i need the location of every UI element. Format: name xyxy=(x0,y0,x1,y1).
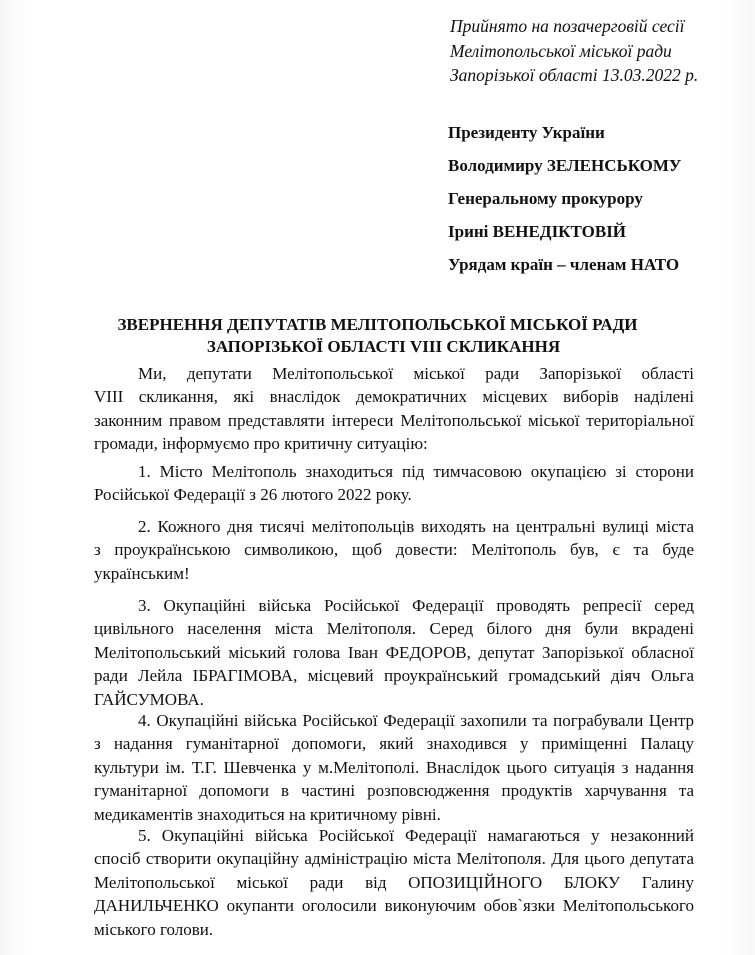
paragraph-line: гуманітарної допомоги в частині розповсюдження продуктів харчування та xyxy=(94,781,694,801)
paragraph-line: спосіб створити окупаційну адміністрацію міста Мелітополя. Для цього депутата xyxy=(94,849,694,869)
paragraph-line: громади, інформуємо про критичну ситуацію: xyxy=(94,434,428,454)
paragraph-line: медикаментів знаходиться на критичному рівні. xyxy=(94,804,441,824)
paragraph-line: культури ім. Т.Г. Шевченка у м.Мелітополі. Внаслідок цього ситуація з надання xyxy=(94,757,694,777)
paragraph-item-1 xyxy=(94,460,694,507)
paragraph-line: міського голови. xyxy=(94,919,214,939)
document-title-line: ЗВЕРНЕННЯ ДЕПУТАТІВ МЕЛІТОПОЛЬСЬКОЇ МІСЬКОЇ РАДИ xyxy=(117,315,638,334)
paragraph-intro xyxy=(94,362,694,456)
paragraph-line: ради Лейла ІБРАГІМОВА, місцевий проукраїнський громадський діяч Ольга xyxy=(94,666,694,686)
adoption-note-line: Запорізької області 13.03.2022 р. xyxy=(450,65,699,85)
paragraph-item-4 xyxy=(94,709,694,826)
adoption-note xyxy=(450,14,698,88)
adoption-note-line: Мелітопольської міської ради xyxy=(450,40,672,61)
paragraph-line: цивільного населення міста Мелітополя. Серед білого дня були вкрадені xyxy=(94,619,694,639)
paragraph-line: українським! xyxy=(94,563,190,583)
addressee-line: Президенту України xyxy=(448,123,605,142)
document-title-line: ЗАПОРІЗЬКОЇ ОБЛАСТІ VIII СКЛИКАННЯ xyxy=(206,337,561,356)
paragraph-line: Російської Федерації з 26 лютого 2022 року. xyxy=(94,485,412,505)
paragraph-line: 2. Кожного дня тисячі мелітопольців виходять на центральні вулиці міста xyxy=(138,517,694,536)
addressee-line: Ірині ВЕНЕДІКТОВІЙ xyxy=(448,222,627,241)
addressee-line: Генеральному прокурору xyxy=(448,189,643,208)
paragraph-line: з надання гуманітарної допомоги, який знаходився у приміщенні Палацу xyxy=(94,734,694,754)
paragraph-line: законним правом представляти інтереси Мелітопольської міської територіальної xyxy=(94,410,694,430)
paragraph-line: 4. Окупаційні війська Російської Федерації захопили та пограбували Центр xyxy=(138,711,694,730)
paragraph-line: 5. Окупаційні війська Російської Федерації намагаються у незаконний xyxy=(138,826,694,845)
paragraph-line: 3. Окупаційні війська Російської Федерації проводять репресії серед xyxy=(138,596,694,615)
paragraph-line: Мелітопольської міської ради від ОПОЗИЦІЙНОГО БЛОКУ Галину xyxy=(94,872,694,892)
paragraph-line: ДАНИЛЬЧЕНКО окупанти оголосили виконуючим обов`язки Мелітопольського xyxy=(94,896,694,916)
paragraph-line: ГАЙСУМОВА. xyxy=(94,689,204,709)
paragraph-item-2 xyxy=(94,515,694,585)
paragraph-line: 1. Місто Мелітополь знаходиться під тимчасовою окупацією зі сторони xyxy=(138,462,694,481)
addressee-line: Володимиру ЗЕЛЕНСЬКОМУ xyxy=(448,156,682,175)
paragraph-line: Ми, депутати Мелітопольської міської ради Запорізької області xyxy=(138,364,694,383)
adoption-note-line: Прийнято на позачерговій сесії xyxy=(450,16,685,36)
paragraph-line: Мелітопольський міський голова Іван ФЕДОРОВ, депутат Запорізької обласної xyxy=(94,642,694,662)
paragraph-line: з проукраїнською символикою, щоб довести: Мелітополь був, є та буде xyxy=(94,540,694,560)
paragraph-line: VIII скликання, які внаслідок демократичних місцевих виборів наділені xyxy=(94,387,694,407)
paragraph-item-3 xyxy=(94,594,694,711)
addressee-block xyxy=(448,121,681,286)
paragraph-item-5 xyxy=(94,824,694,941)
addressee-line: Урядам країн – членам НАТО xyxy=(448,255,680,274)
